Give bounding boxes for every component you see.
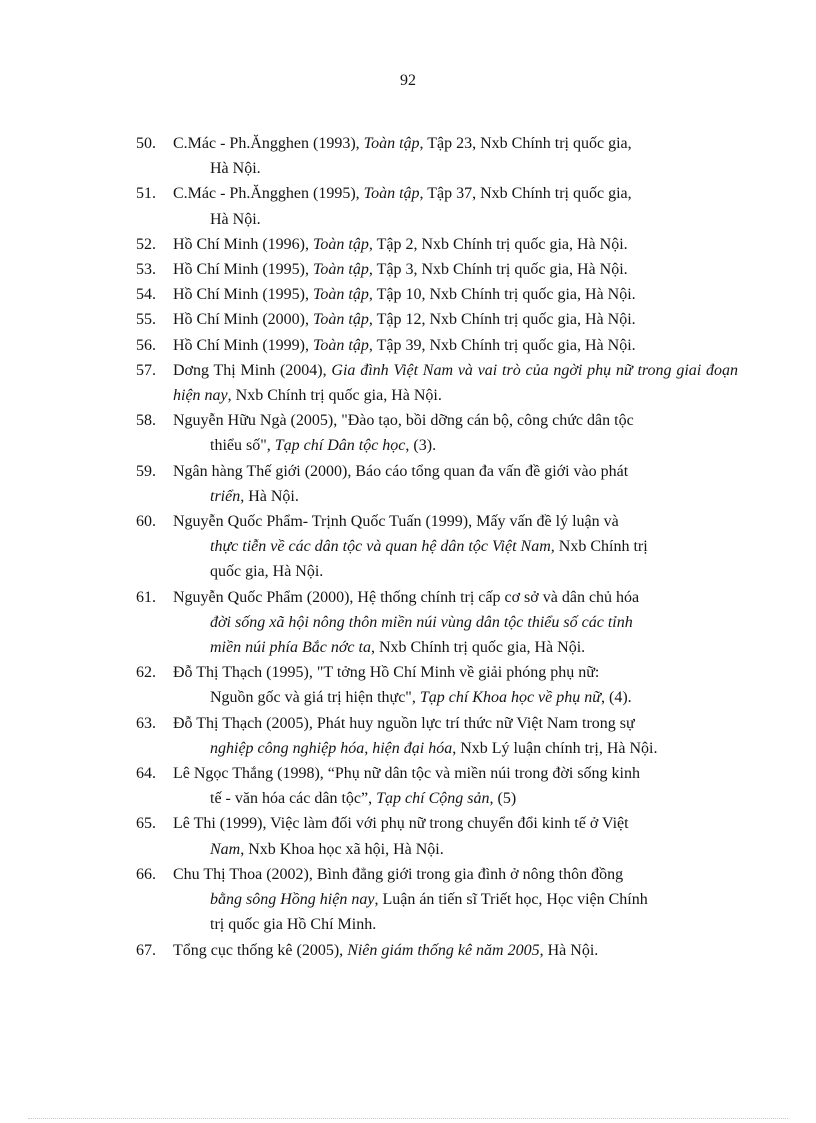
reference-title-italic: Toàn tập	[313, 235, 369, 253]
reference-number: 55.	[136, 311, 156, 329]
reference-text: , Luận án tiến sĩ Triết học, Học viện Chính	[374, 891, 648, 909]
reference-number: 60.	[136, 513, 156, 531]
reference-continuation-line	[173, 887, 738, 912]
reference-first-line	[173, 509, 738, 534]
reference-text: Lê Thi (1999),	[173, 815, 271, 833]
reference-text: thiểu số",	[210, 437, 275, 455]
reference-item	[136, 333, 738, 358]
reference-number: 67.	[136, 941, 156, 959]
reference-number: 63.	[136, 714, 156, 732]
reference-number: 56.	[136, 336, 156, 354]
reference-text: Hệ thống chính trị cấp cơ sở và dân chủ hóa	[357, 588, 640, 606]
reference-text: quốc gia, Hà Nội.	[210, 563, 324, 581]
reference-title-italic: Tạp chí Cộng sản,	[376, 790, 494, 808]
reference-text: Báo cáo tổng quan đa vấn đề giới vào phát	[355, 462, 629, 480]
reference-first-line	[173, 408, 738, 433]
reference-title-italic: Gia đình Việt Nam và vai trò của ngời phụ nữ trong giai đoạn hiện nay	[173, 361, 738, 405]
reference-text: Đỗ Thị Thạch (2005),	[173, 714, 317, 732]
reference-text: tế - văn hóa các dân tộc”,	[210, 790, 377, 808]
reference-title-italic: Nam	[210, 840, 241, 858]
reference-text: Nguyễn Quốc Phẩm (2000),	[173, 588, 358, 606]
reference-number: 59.	[136, 462, 156, 480]
reference-number: 57.	[136, 361, 156, 379]
reference-item	[136, 811, 738, 861]
reference-text: Hồ Chí Minh (1999),	[173, 336, 313, 354]
reference-title-italic: bằng sông Hồng hiện nay	[210, 891, 375, 909]
reference-text: , Tập 10, Nxb Chính trị quốc gia, Hà Nội.	[368, 286, 636, 304]
reference-number: 50.	[136, 135, 156, 152]
reference-continuation-line	[173, 837, 738, 862]
reference-number: 65.	[136, 815, 156, 833]
reference-item	[136, 711, 738, 761]
reference-title-italic: Toàn tập	[313, 261, 369, 279]
reference-title-italic: Tạp chí Khoa học về phụ nữ	[419, 689, 601, 707]
reference-text: , Nxb Lý luận chính trị, Hà Nội.	[452, 739, 658, 757]
reference-title-italic: Toàn tập	[363, 185, 420, 203]
reference-first-line	[173, 585, 738, 610]
reference-continuation-line	[173, 207, 738, 232]
reference-item	[136, 307, 738, 332]
reference-text: , Hà Nội.	[240, 487, 299, 505]
reference-text: , Tập 39, Nxb Chính trị quốc gia, Hà Nội.	[368, 336, 636, 354]
reference-title-italic: Tạp chí Dân tộc học	[274, 437, 406, 455]
reference-text: Chu Thị Thoa (2002),	[173, 865, 317, 883]
reference-text: Tổng cục thống kê (2005),	[173, 941, 348, 959]
reference-text: , Tập 2, Nxb Chính trị quốc gia, Hà Nội.	[368, 235, 628, 253]
reference-text: Nguồn gốc và giá trị hiện thực",	[210, 689, 420, 707]
reference-continuation-line	[173, 484, 738, 509]
reference-first-line	[173, 232, 738, 257]
reference-text: C.Mác - Ph.Ăngghen (1993),	[173, 135, 364, 152]
reference-text: , (3).	[405, 437, 437, 455]
reference-number: 61.	[136, 588, 156, 606]
reference-text: Hồ Chí Minh (1995),	[173, 286, 313, 304]
reference-item	[136, 408, 738, 458]
reference-first-line	[173, 282, 738, 307]
reference-first-line	[173, 811, 738, 836]
reference-text: C.Mác - Ph.Ăngghen (1995),	[173, 185, 364, 203]
reference-text: , Tập 37, Nxb Chính trị quốc gia,	[419, 185, 632, 203]
reference-number: 54.	[136, 286, 156, 304]
reference-text: Dơng Thị Minh (2004),	[173, 361, 332, 379]
reference-number: 53.	[136, 261, 156, 279]
reference-text: Việc làm đối với phụ nữ trong chuyển đổi kinh tế ở Việt	[270, 815, 629, 833]
reference-first-line	[173, 333, 738, 358]
reference-title-italic: Toàn tập	[313, 336, 369, 354]
reference-text: Phát huy nguồn lực trí thức nữ Việt Nam trong sự	[316, 714, 635, 732]
reference-text: Hà Nội.	[210, 160, 261, 178]
reference-text: , (4).	[600, 689, 632, 707]
reference-number: 58.	[136, 412, 156, 430]
reference-title-italic: triển	[210, 487, 241, 505]
reference-title-italic: Niên giám thống kê năm 2005	[347, 941, 540, 959]
reference-list	[136, 131, 738, 963]
reference-continuation-line	[173, 534, 738, 559]
reference-title-italic: Toàn tập	[363, 135, 420, 152]
reference-continuation-line	[173, 635, 738, 660]
reference-item	[136, 358, 738, 408]
reference-first-line	[173, 181, 738, 206]
reference-text: , Nxb Chính trị quốc gia, Hà Nội.	[227, 387, 442, 405]
reference-first-line	[173, 938, 738, 963]
reference-text: Hồ Chí Minh (1996),	[173, 235, 313, 253]
reference-number: 66.	[136, 865, 156, 883]
reference-title-italic: Toàn tập	[313, 286, 369, 304]
reference-first-line	[173, 257, 738, 282]
reference-text: Hồ Chí Minh (1995),	[173, 261, 313, 279]
reference-first-line	[173, 862, 738, 887]
reference-text: , Tập 3, Nxb Chính trị quốc gia, Hà Nội.	[368, 261, 628, 279]
reference-continuation-line	[173, 559, 738, 584]
reference-item	[136, 181, 738, 231]
reference-text: Nguyễn Quốc Phẩm- Trịnh Quốc Tuấn (1999),	[173, 513, 477, 531]
reference-text: Lê Ngọc Thắng (1998), “Phụ nữ dân tộc và miền núi trong đời sống kinh	[173, 765, 640, 783]
reference-item	[136, 257, 738, 282]
reference-continuation-line	[173, 610, 738, 635]
reference-title-italic: đời sống xã hội nông thôn miền núi vùng dân tộc thiểu số các tỉnh	[210, 613, 633, 631]
reference-text: Mấy vấn đề lý luận và	[476, 513, 619, 531]
reference-text: , Tập 12, Nxb Chính trị quốc gia, Hà Nội.	[368, 311, 636, 329]
reference-text: , Tập 23, Nxb Chính trị quốc gia,	[419, 135, 632, 152]
reference-item	[136, 761, 738, 811]
reference-item	[136, 660, 738, 710]
reference-text: trị quốc gia Hồ Chí Minh.	[210, 916, 377, 934]
reference-continuation-line	[173, 685, 738, 710]
reference-text: Nxb Chính trị	[554, 538, 648, 556]
reference-text: , Nxb Khoa học xã hội, Hà Nội.	[240, 840, 444, 858]
reference-item	[136, 585, 738, 661]
reference-continuation-line	[173, 433, 738, 458]
reference-text: Nguyễn Hữu Ngà (2005), "Đào tạo, bồi dỡng cán bộ, công chức dân tộc	[173, 412, 634, 430]
reference-first-line	[173, 358, 738, 408]
reference-number: 64.	[136, 765, 156, 783]
reference-title-italic: nghiệp công nghiệp hóa, hiện đại hóa	[210, 739, 453, 757]
reference-text: , Hà Nội.	[539, 941, 599, 959]
reference-number: 62.	[136, 664, 156, 682]
reference-item	[136, 509, 738, 585]
reference-item	[136, 459, 738, 509]
reference-first-line	[173, 307, 738, 332]
reference-first-line	[173, 131, 738, 156]
reference-item	[136, 862, 738, 938]
reference-title-italic: thực tiễn về các dân tộc và quan hệ dân tộc Việt Nam,	[210, 538, 555, 556]
reference-text: Bình đẳng giới trong gia đình ở nông thôn đồng	[316, 865, 624, 883]
reference-number: 51.	[136, 185, 156, 203]
reference-text: Hà Nội.	[210, 210, 261, 228]
reference-item	[136, 131, 738, 181]
reference-continuation-line	[173, 786, 738, 811]
reference-first-line	[173, 660, 738, 685]
reference-item	[136, 232, 738, 257]
reference-first-line	[173, 761, 738, 786]
reference-continuation-line	[173, 156, 738, 181]
reference-text: Ngân hàng Thế giới (2000),	[173, 462, 356, 480]
page-number: 92	[400, 72, 416, 89]
reference-number: 52.	[136, 235, 156, 253]
reference-text: (5)	[493, 790, 517, 808]
reference-text: , Nxb Chính trị quốc gia, Hà Nội.	[370, 639, 586, 657]
reference-item	[136, 938, 738, 963]
reference-continuation-line	[173, 736, 738, 761]
reference-text: Hồ Chí Minh (2000),	[173, 311, 313, 329]
reference-title-italic: miền núi phía Bắc nớc ta	[210, 639, 371, 657]
reference-continuation-line	[173, 912, 738, 937]
reference-title-italic: Toàn tập	[313, 311, 369, 329]
reference-item	[136, 282, 738, 307]
reference-first-line	[173, 711, 738, 736]
reference-text: Đỗ Thị Thạch (1995), "T tởng Hồ Chí Minh về giải phóng phụ nữ:	[173, 664, 600, 682]
page-bottom-dotted-edge	[28, 1118, 788, 1119]
reference-first-line	[173, 459, 738, 484]
